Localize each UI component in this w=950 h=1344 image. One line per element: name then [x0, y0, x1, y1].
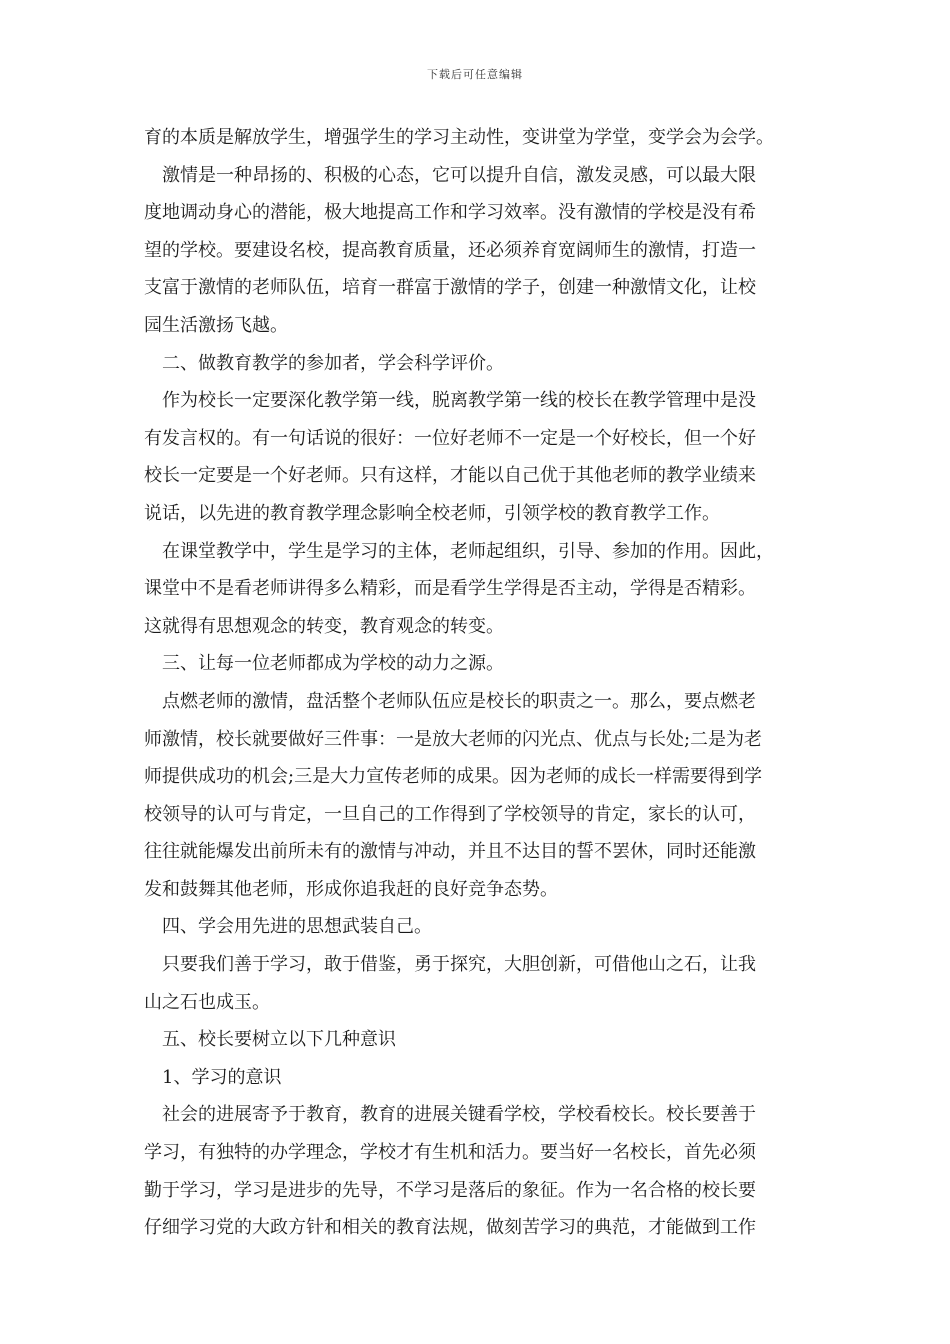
text-line: 师提供成功的机会;三是大力宣传老师的成果。因为老师的成长一样需要得到学 — [144, 766, 763, 788]
text-line: 四、学会用先进的思想武装自己。 — [162, 916, 432, 938]
text-line: 勤于学习，学习是进步的先导，不学习是落后的象征。作为一名合格的校长要 — [144, 1179, 756, 1201]
text-line: 说话，以先进的教育教学理念影响全校老师，引领学校的教育教学工作。 — [144, 502, 720, 524]
text-line: 往往就能爆发出前所未有的激情与冲动，并且不达目的誓不罢休，同时还能激 — [144, 841, 756, 863]
text-line: 园生活激扬飞越。 — [144, 314, 288, 336]
page-header: 下载后可任意编辑 — [427, 68, 523, 81]
text-line: 在课堂教学中，学生是学习的主体，老师起组织，引导、参加的作用。因此， — [162, 540, 774, 562]
text-line: 师激情，校长就要做好三件事：一是放大老师的闪光点、优点与长处;二是为老 — [144, 728, 763, 750]
text-line: 学习，有独特的办学理念，学校才有生机和活力。要当好一名校长，首先必须 — [144, 1142, 756, 1164]
text-line: 度地调动身心的潜能，极大地提高工作和学习效率。没有激情的学校是没有希 — [144, 202, 756, 224]
document-body — [144, 119, 824, 1247]
text-line: 课堂中不是看老师讲得多么精彩，而是看学生学得是否主动，学得是否精彩。 — [144, 578, 756, 600]
text-line: 激情是一种昂扬的、积极的心态，它可以提升自信，激发灵感，可以最大限 — [162, 164, 756, 186]
text-line: 育的本质是解放学生，增强学生的学习主动性，变讲堂为学堂，变学会为会学。 — [144, 127, 774, 148]
text-line: 五、校长要树立以下几种意识 — [162, 1029, 396, 1051]
text-line: 这就得有思想观念的转变，教育观念的转变。 — [144, 615, 504, 637]
text-line: 作为校长一定要深化教学第一线，脱离教学第一线的校长在教学管理中是没 — [162, 390, 756, 412]
text-line: 山之石也成玉。 — [144, 991, 270, 1013]
text-line: 校长一定要是一个好老师。只有这样，才能以自己优于其他老师的教学业绩来 — [144, 465, 756, 487]
text-line: 发和鼓舞其他老师，形成你追我赶的良好竞争态势。 — [144, 878, 558, 900]
text-line: 社会的进展寄予于教育，教育的进展关键看学校，学校看校长。校长要善于 — [162, 1104, 756, 1126]
text-line: 望的学校。要建设名校，提高教育质量，还必须养育宽阔师生的激情，打造一 — [144, 239, 756, 261]
text-line: 点燃老师的激情，盘活整个老师队伍应是校长的职责之一。那么，要点燃老 — [162, 690, 756, 712]
text-line: 三、让每一位老师都成为学校的动力之源。 — [162, 653, 504, 675]
text-line: 1、学习的意识 — [162, 1066, 282, 1088]
text-line: 支富于激情的老师队伍，培育一群富于激情的学子，创建一种激情文化，让校 — [144, 277, 756, 299]
text-line: 有发言权的。有一句话说的很好：一位好老师不一定是一个好校长，但一个好 — [144, 427, 756, 449]
text-line: 只要我们善于学习，敢于借鉴，勇于探究，大胆创新，可借他山之石，让我 — [162, 954, 756, 976]
text-line: 仔细学习党的大政方针和相关的教育法规，做刻苦学习的典范，才能做到工作 — [144, 1217, 756, 1239]
text-line: 校领导的认可与肯定，一旦自己的工作得到了学校领导的肯定，家长的认可， — [144, 803, 756, 825]
text-line: 二、做教育教学的参加者，学会科学评价。 — [162, 352, 504, 374]
